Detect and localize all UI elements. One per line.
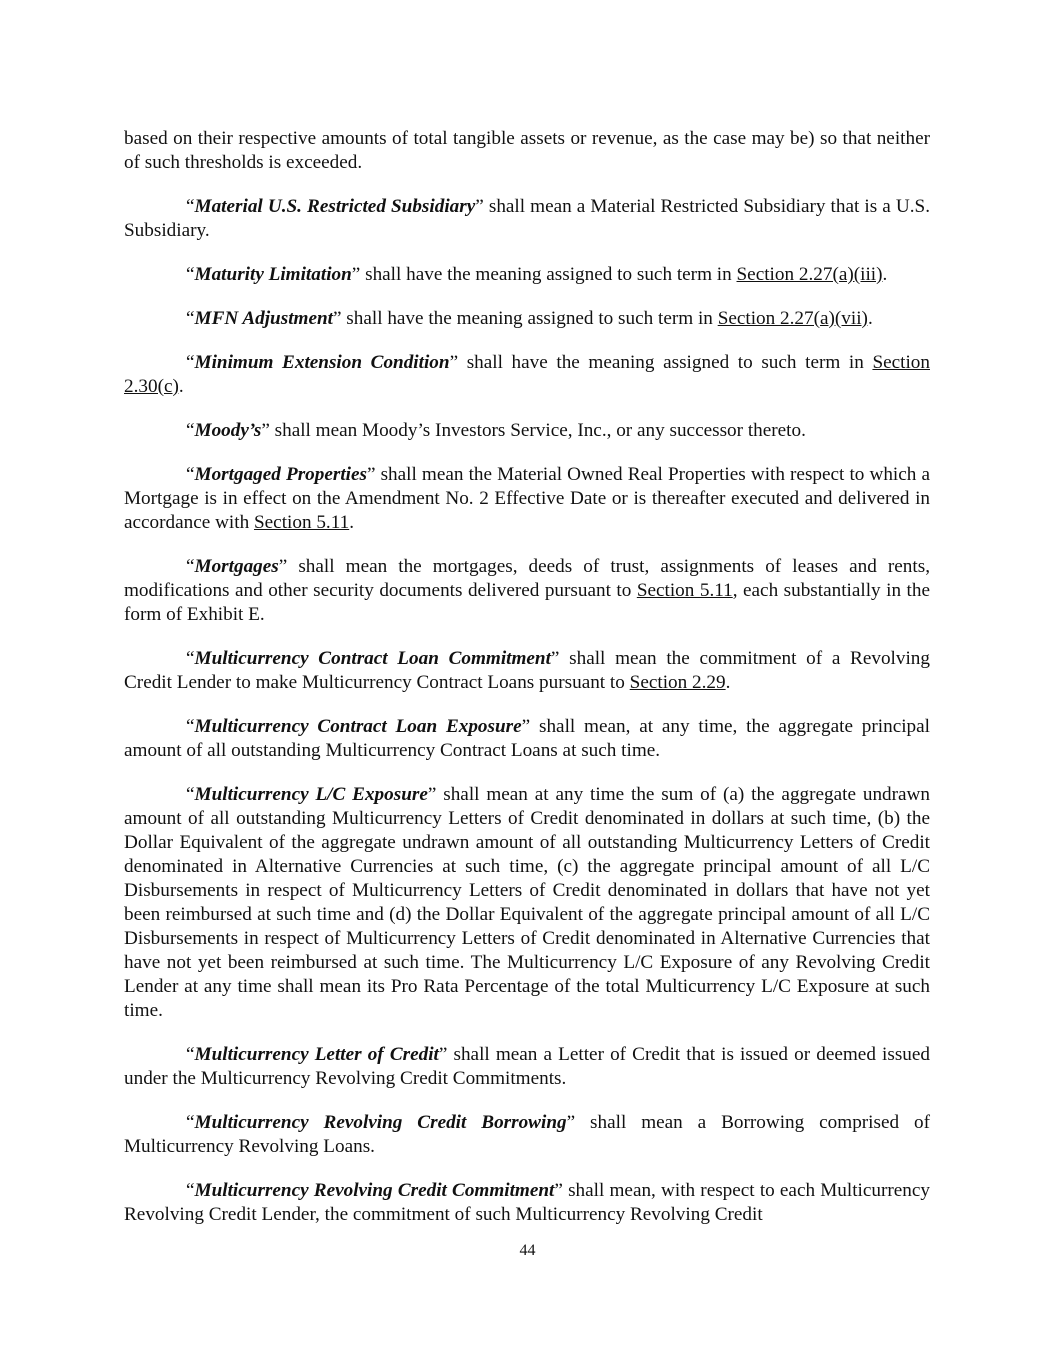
paragraph — [124, 419, 930, 443]
paragraph — [124, 127, 930, 175]
defined-term: MFN Adjustment — [194, 308, 333, 329]
text-run: . — [349, 512, 354, 533]
paragraph — [124, 1179, 930, 1227]
text-run: , each substantially in the form of Exhibit E. — [124, 580, 930, 625]
text-run: “ — [186, 716, 195, 737]
text-run: . — [867, 308, 873, 329]
text-run: ” shall have the meaning assigned to such term in — [449, 352, 873, 373]
paragraph — [124, 555, 930, 627]
section-reference: Section 2.27(a)(vii) — [717, 308, 868, 329]
section-reference: Section 2.29 — [629, 672, 726, 693]
text-run: ” shall mean a Borrowing comprised of Multicurrency Revolving Loans. — [124, 1112, 930, 1157]
text-run: ” shall mean a Material Restricted Subsidiary that is a U.S. Subsidiary. — [124, 196, 930, 241]
text-run: “ — [186, 420, 195, 441]
paragraph — [124, 1111, 930, 1159]
defined-term: Mortgaged Properties — [194, 464, 367, 485]
text-run: “ — [186, 1180, 195, 1201]
text-run: ” shall mean Moody’s Investors Service, Inc., or any successor thereto. — [261, 420, 806, 441]
text-run: ” shall have the meaning assigned to such term in — [332, 308, 718, 329]
document-page — [124, 127, 930, 1227]
defined-term: Material U.S. Restricted Subsidiary — [194, 196, 476, 217]
defined-term: Multicurrency Contract Loan Commitment — [194, 648, 551, 669]
text-run: . — [178, 376, 184, 397]
defined-term: Multicurrency L/C Exposure — [194, 784, 428, 805]
defined-term: Multicurrency Contract Loan Exposure — [194, 716, 522, 737]
text-run: “ — [186, 308, 195, 329]
text-run: “ — [186, 648, 195, 669]
section-reference: Section 2.27(a)(iii) — [736, 264, 883, 285]
text-run: ” shall mean, with respect to each Multicurrency Revolving Credit Lender, the commitment of such Multicurrency Revolving Credit — [124, 1180, 930, 1225]
text-run: ” shall have the meaning assigned to such term in — [351, 264, 737, 285]
paragraph — [124, 647, 930, 695]
text-run: “ — [186, 196, 195, 217]
paragraph — [124, 1043, 930, 1091]
text-run: “ — [186, 1044, 195, 1065]
paragraph — [124, 263, 930, 287]
text-run: . — [725, 672, 731, 693]
text-run: “ — [186, 784, 195, 805]
text-run: “ — [186, 1112, 195, 1133]
text-run: “ — [186, 464, 195, 485]
defined-term: Minimum Extension Condition — [194, 352, 450, 373]
paragraph — [124, 463, 930, 535]
document-body — [124, 127, 930, 1227]
section-reference: Section 5.11 — [253, 512, 350, 533]
paragraph — [124, 715, 930, 763]
paragraph — [124, 783, 930, 1023]
text-run: ” shall mean, at any time, the aggregate principal amount of all outstanding Multicurrency Contract Loans at such time. — [124, 716, 930, 761]
text-run: based on their respective amounts of total tangible assets or revenue, as the case may be) so that neither of such thresholds is exceeded. — [124, 128, 930, 173]
text-run: “ — [186, 264, 195, 285]
text-run: “ — [186, 352, 195, 373]
paragraph — [124, 351, 930, 399]
defined-term: Mortgages — [194, 556, 279, 577]
text-run: ” shall mean the mortgages, deeds of trust, assignments of leases and rents, modifications and other security documents delivered pursuant to — [124, 556, 930, 601]
defined-term: Multicurrency Revolving Credit Commitment — [194, 1180, 555, 1201]
defined-term: Moody’s — [194, 420, 262, 441]
text-run: ” shall mean a Letter of Credit that is issued or deemed issued under the Multicurrency Revolving Credit Commitments. — [124, 1044, 930, 1089]
text-run: ” shall mean the commitment of a Revolving Credit Lender to make Multicurrency Contract Loans pursuant to — [124, 648, 930, 693]
defined-term: Maturity Limitation — [194, 264, 352, 285]
defined-term: Multicurrency Letter of Credit — [194, 1044, 439, 1065]
paragraph — [124, 307, 930, 331]
text-run: ” shall mean at any time the sum of (a) the aggregate undrawn amount of all outstanding Multicurrency Letters of Credit denominated in dollars at such time, (b) the Dollar Equivalent of the aggregate undrawn amount of all outstanding Multicurrency Letters of Credit denominated in Alternative Currencies at such time, (c) the aggregate principal amount of all L/C Disbursements in respect of Multicurrency Letters of Credit denominated in dollars that have not yet been reimbursed at such time and (d) the Dollar Equivalent of the aggregate principal amount of all L/C Disbursements in respect of Multicurrency Letters of Credit denominated in Alternative Currencies that have not yet been reimbursed at such time. The Multicurrency L/C Exposure of any Revolving Credit Lender at any time shall mean its Pro Rata Percentage of the total Multicurrency L/C Exposure at such time. — [124, 784, 930, 1021]
defined-term: Multicurrency Revolving Credit Borrowing — [194, 1112, 567, 1133]
text-run: ” shall mean the Material Owned Real Properties with respect to which a Mortgage is in effect on the Amendment No. 2 Effective Date or is thereafter executed and delivered in accordance with — [124, 464, 930, 533]
text-run: “ — [186, 556, 195, 577]
section-reference: Section 5.11 — [636, 580, 733, 601]
text-run: . — [882, 264, 888, 285]
section-reference: Section 2.30(c) — [124, 352, 930, 397]
paragraph — [124, 195, 930, 243]
page-number: 44 — [519, 1242, 536, 1259]
